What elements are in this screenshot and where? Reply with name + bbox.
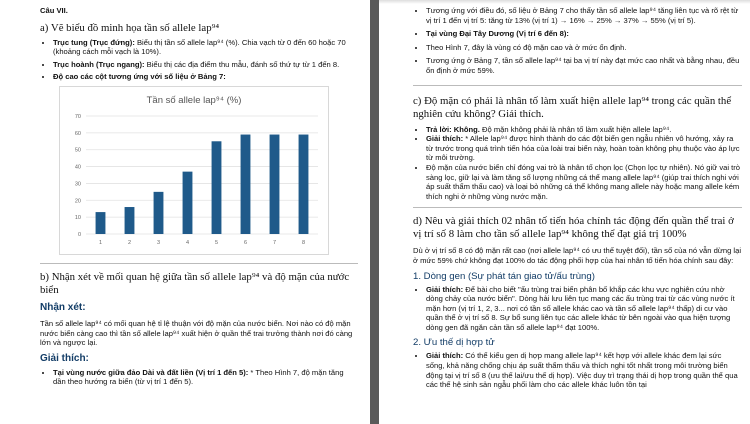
list-item: • Tương ứng ở Bảng 7, tần số allele lap⁹⁴ tại ba vị trí này đạt mức cao nhất và bằng nhau, đều ổn định ở mức 59%. bbox=[426, 56, 742, 75]
y-tick-label: 60 bbox=[74, 130, 81, 137]
list-item: • Giải thích: Để bài cho biết "ấu trùng trai biển phân bố khắp các khu vực nghiên cứu nhờ dòng chảy của nước biển". Dòng hải lưu liên tục mang các ấu trùng trai từ các vùng nước ít mặn hơn (vị trí 1, 2, 3... nơi có tần số allele khác cao và tần số allele lap⁹⁴ thấp) di cư vào quần thể ở vị trí số 8. Sự bổ sung liên tục các allele khác từ bên ngoài vào qua hiện tượng dòng gen đã ngăn cản tần số allele lap⁹⁴ đạt 100%. bbox=[426, 285, 742, 333]
list-item: • Độ cao các cột tương ứng với số liệu ở Bảng 7: bbox=[53, 72, 358, 82]
list-item: • Độ mặn của nước biển chỉ đóng vai trò là nhân tố chọn lọc (Chọn lọc tự nhiên). Nó giữ vai trò sàng lọc, giữ lại và làm tăng số lượng những cá thể mang allele lap⁹⁴ (giúp trai thích nghi với áp suất thẩm thấu cao) và loại bỏ những cá thể không mang allele này hoặc mang allele kém thích nghi ở những vùng nước mặn. bbox=[426, 163, 742, 201]
bar-chart bbox=[59, 86, 329, 255]
x-tick-label: 3 bbox=[156, 240, 161, 246]
bar-chart-svg bbox=[60, 87, 328, 254]
bar bbox=[154, 192, 164, 234]
list-item: • Giải thích: * Allele lap⁹⁴ được hình thành do các đột biến gen ngẫu nhiên vô hướng, xảy ra từ trước trong quá trình tiến hóa của loài trai biển này, hoàn toàn không phụ thuộc vào áp lực từ môi trường. bbox=[426, 134, 742, 163]
bar bbox=[125, 207, 135, 234]
observation-heading: Nhận xét: bbox=[40, 302, 86, 313]
section-divider bbox=[413, 85, 742, 86]
y-tick-label: 50 bbox=[74, 147, 81, 154]
factor-2-heading: 2. Ưu thế dị hợp tử bbox=[413, 337, 495, 349]
list-item: • Tương ứng với điều đó, số liệu ở Bảng 7 cho thấy tần số allele lap⁹⁴ tăng liên tục và rõ rệt từ vị trí 1 đến vị trí 5: tăng từ 13% (vị trí 1) → 16% → 25% → 37% → 55% (vị trí 5). bbox=[426, 6, 742, 25]
explanation-bullets bbox=[40, 368, 358, 387]
y-tick-label: 40 bbox=[74, 164, 81, 171]
list-item: • Trục hoành (Trục ngang): Biểu thị các địa điểm thu mẫu, đánh số thứ tự từ 1 đến 8. bbox=[53, 60, 358, 70]
left-page-bottom bbox=[0, 263, 370, 424]
part-b-title: b) Nhận xét về mối quan hệ giữa tần số allele lap⁹⁴ và độ mặn của nước biển bbox=[40, 271, 350, 296]
x-tick-label: 5 bbox=[214, 240, 219, 246]
bar bbox=[299, 135, 309, 234]
x-tick-label: 1 bbox=[98, 240, 103, 246]
list-item: • Tại vùng nước giữa đảo Dài và đất liền (Vị trí 1 đến 5): * Theo Hình 7, độ mặn tăng dần theo hướng ra biển (từ vị trí 1 đến 5). bbox=[53, 368, 358, 387]
section-divider bbox=[413, 207, 742, 208]
factor-2-bullets bbox=[413, 351, 742, 389]
factor-1-heading: 1. Dòng gen (Sự phát tán giao tử/ấu trùng) bbox=[413, 270, 595, 282]
x-tick-label: 6 bbox=[243, 240, 248, 246]
explanation-heading: Giải thích: bbox=[40, 352, 89, 364]
y-tick-label: 20 bbox=[74, 198, 81, 205]
bar bbox=[183, 172, 193, 234]
part-c-bullets bbox=[413, 125, 742, 202]
x-tick-label: 7 bbox=[272, 240, 277, 246]
x-tick-label: 4 bbox=[185, 240, 190, 246]
y-tick-label: 0 bbox=[77, 232, 81, 238]
bar bbox=[241, 135, 251, 234]
bar bbox=[96, 212, 106, 234]
list-item: • Theo Hình 7, đây là vùng có độ mặn cao và ở mức ổn định. bbox=[426, 43, 742, 53]
right-page bbox=[379, 0, 750, 424]
list-item: • Tại vùng Đại Tây Dương (Vị trí 6 đến 8): bbox=[426, 29, 742, 39]
x-tick-label: 2 bbox=[127, 240, 132, 246]
bar bbox=[212, 141, 222, 234]
chart-title: Tần số allele lap⁹⁴ (%) bbox=[146, 95, 242, 106]
part-d-title: d) Nêu và giải thích 02 nhân tố tiến hóa chính tác động đến quần thể trai ở vị trí số 8 làm cho tần số allele lap⁹⁴ không thể đạt giá trị 100% bbox=[413, 215, 734, 241]
y-tick-label: 70 bbox=[74, 114, 81, 120]
part-c-title: c) Độ mặn có phải là nhân tố làm xuất hiện allele lap⁹⁴ trong các quần thể nghiên cứu không? Giải thích. bbox=[413, 94, 732, 120]
factor-1-bullets bbox=[413, 285, 742, 333]
list-item: • Trục tung (Trục đứng): Biểu thị tần số allele lap⁹⁴ (%). Chia vạch từ 0 đến 60 hoặc 70 (khoảng cách mỗi vạch là 10%). bbox=[53, 38, 358, 57]
y-tick-label: 30 bbox=[74, 181, 81, 188]
bar bbox=[270, 135, 280, 234]
part-a-title: a) Vẽ biểu đồ minh họa tần số allele lap⁹⁴ bbox=[40, 21, 220, 34]
part-a-bullets bbox=[40, 38, 358, 82]
right-top-bullets bbox=[413, 6, 742, 76]
section-divider bbox=[40, 263, 358, 264]
observation-text: Tần số allele lap⁹⁴ có mối quan hệ tỉ lệ thuận với độ mặn của nước biển. Nơi nào có độ mặn nước biển càng cao thì tần số allele lap⁹⁴ xuất hiện ở quần thể trai trưởng thành nơi đó càng lớn và ngược lại. bbox=[40, 319, 353, 348]
list-item: • Giải thích: Có thể kiểu gen dị hợp mang allele lap⁹⁴ kết hợp với allele khác đem lại sức sống, khả năng chống chịu áp suất thẩm thấu và thích nghi tốt nhất trong môi trường biển động tại vị trí số 8 (ưu thế lai/ưu thế dị hợp). Việc duy trì trạng thái dị hợp trong quần thể qua các thế hệ sinh sản ngẫu phối làm cho các allele khác luôn tồn tại bbox=[426, 351, 742, 389]
list-item: • Trả lời: Không. Độ mặn không phải là nhân tố làm xuất hiện allele lap⁹⁴. bbox=[426, 125, 742, 135]
y-tick-label: 10 bbox=[74, 215, 81, 222]
x-tick-label: 8 bbox=[301, 240, 306, 246]
part-d-intro: Dù ở vị trí số 8 có độ mặn rất cao (nơi allele lap⁹⁴ có ưu thế tuyệt đối), tần số của nó vẫn dừng lại ở mức 59% chứ không đạt 100% do tác động phối hợp của hai nhân tố tiến hóa chính sau đây: bbox=[413, 246, 742, 265]
section-heading: Câu VII. bbox=[40, 6, 68, 15]
